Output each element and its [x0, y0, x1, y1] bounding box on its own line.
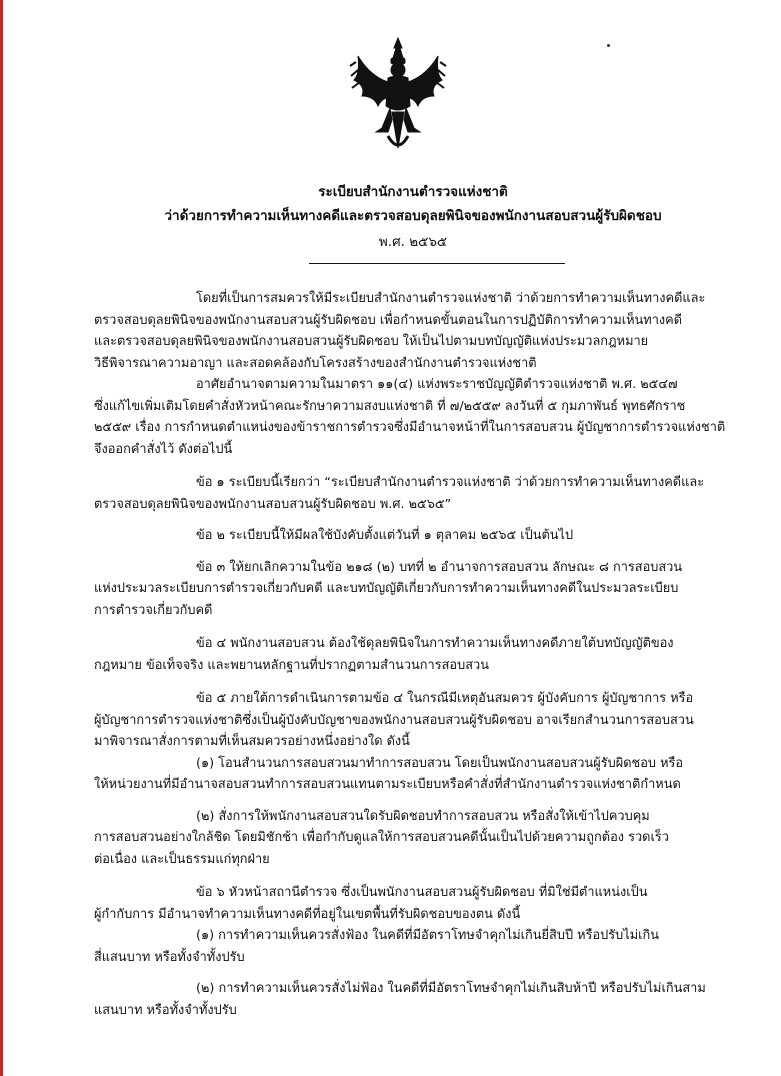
clause-6-item-2: (๒) การทำความเห็นควรสั่งไม่ฟ้อง ในคดีที่มีอัตราโทษจำคุกไม่เกินสิบห้าปี หรือปรับไม่เกินสาม แสนบาท หรือทั้งจำทั้งปรับ: [94, 981, 706, 1018]
title-divider: [309, 263, 565, 264]
preamble-paragraph-1: โดยที่เป็นการสมควรให้มีระเบียบสำนักงานตำรวจแห่งชาติ ว่าด้วยการทำความเห็นทางคดีและ ตรวจสอบดุลยพินิจของพนักงานสอบสวนผู้รับผิดชอบ เพื่อกำหนดขั้นตอนในการปฏิบัติการทำความเห็นทางคดี และตรวจสอบดุลยพินิจของพนักงานสอบสวนผู้รับผิดชอบ ให้เป็นไปตามบทบัญญัติแห่งประมวลกฎหมาย วิธีพิจารณาความอาญา และสอดคล้องกับโครงสร้างของสำนักงานตำรวจแห่งชาติ: [94, 291, 706, 371]
document-year: พ.ศ. ๒๕๖๕: [378, 234, 448, 250]
clause-6: ข้อ ๖ หัวหน้าสถานีตำรวจ ซึ่งเป็นพนักงานสอบสวนผู้รับผิดชอบ ที่มิใช่มีตำแหน่งเป็น ผู้กำกับการ มีอำนาจทำความเห็นทางคดีที่อยู่ในเขตพื้นที่รับผิดชอบของตน ดังนี้: [94, 885, 648, 922]
document-subtitle: ว่าด้วยการทำความเห็นทางคดีและตรวจสอบดุลยพินิจของพนักงานสอบสวนผู้รับผิดชอบ: [164, 208, 662, 224]
clause-5: ข้อ ๕ ภายใต้การดำเนินการตามข้อ ๔ ในกรณีมีเหตุอันสมควร ผู้บังคับการ ผู้บัญชาการ หรือ ผู้บัญชาการตำรวจแห่งชาติซึ่งเป็นผู้บังคับบัญชาของพนักงานสอบสวนผู้รับผิดชอบ อาจเรียกสำนวนการสอบสวน มาพิจารณาสั่งการตามที่เห็นสมควรอย่างหนึ่งอย่างใด ดังนี้: [94, 691, 694, 749]
clause-1: ข้อ ๑ ระเบียบนี้เรียกว่า “ระเบียบสำนักงานตำรวจแห่งชาติ ว่าด้วยการทำความเห็นทางคดีและ ตรวจสอบดุลยพินิจของพนักงานสอบสวนผู้รับผิดชอบ พ.ศ. ๒๕๖๕”: [94, 475, 705, 512]
clause-5-item-1: (๑) โอนสำนวนการสอบสวนมาทำการสอบสวน โดยเป็นพนักงานสอบสวนผู้รับผิดชอบ หรือ ให้หน่วยงานที่มีอำนาจสอบสวนทำการสอบสวนแทนตามระเบียบหรือคำสั่งที่สำนักงานตำรวจแห่งชาติกำหนด: [94, 755, 684, 792]
clause-3: ข้อ ๓ ให้ยกเลิกความในข้อ ๒๑๘ (๒) บทที่ ๒ อำนาจการสอบสวน ลักษณะ ๘ การสอบสวน แห่งประมวลระเบียบการตำรวจเกี่ยวกับคดี และบทบัญญัติเกี่ยวกับการทำความเห็นทางคดีในประมวลระเบียบ การตำรวจเกี่ยวกับคดี: [94, 559, 683, 618]
scan-speck: [607, 44, 610, 47]
preamble-paragraph-2: อาศัยอำนาจตามความในมาตรา ๑๑(๔) แห่งพระราชบัญญัติตำรวจแห่งชาติ พ.ศ. ๒๕๔๗ ซึ่งแก้ไขเพิ่มเติมโดยคำสั่งหัวหน้าคณะรักษาความสงบแห่งชาติ ที่ ๗/๒๕๕๙ ลงวันที่ ๕ กุมภาพันธ์ พุทธศักราช ๒๕๕๙ เรื่อง การกำหนดตำแหน่งของข้าราชการตำรวจซึ่งมีอำนาจหน้าที่ในการสอบสวน ผู้บัญชาการตำรวจแห่งชาติ จึงออกคำสั่งไว้ ดังต่อไปนี้: [94, 377, 726, 457]
clause-5-item-2: (๒) สั่งการให้พนักงานสอบสวนใดรับผิดชอบทำการสอบสวน หรือสั่งให้เข้าไปควบคุม การสอบสวนอย่างใกล้ชิด โดยมิชักช้า เพื่อกำกับดูแลให้การสอบสวนคดีนั้นเป็นไปด้วยความถูกต้อง รวดเร็ว ต่อเนื่อง และเป็นธรรมแก่ทุกฝ่าย: [94, 808, 669, 867]
document-body: [94, 288, 766, 1021]
garuda-emblem-icon: [348, 36, 448, 156]
clause-6-item-1: (๑) การทำความเห็นควรสั่งฟ้อง ในคดีที่มีอัตราโทษจำคุกไม่เกินยี่สิบปี หรือปรับไม่เกิน สี่แสนบาท หรือทั้งจำทั้งปรับ: [94, 928, 660, 965]
document-title: ระเบียบสำนักงานตำรวจแห่งชาติ: [318, 184, 508, 200]
clause-2: ข้อ ๒ ระเบียบนี้ให้มีผลใช้บังคับตั้งแต่วันที่ ๑ ตุลาคม ๒๕๖๕ เป็นต้นไป: [196, 528, 574, 543]
clause-4: ข้อ ๔ พนักงานสอบสวน ต้องใช้ดุลยพินิจในการทำความเห็นทางคดีภายใต้บทบัญญัติของ กฎหมาย ข้อเท็จจริง และพยานหลักฐานที่ปรากฏตามสำนวนการสอบสวน: [94, 636, 674, 673]
